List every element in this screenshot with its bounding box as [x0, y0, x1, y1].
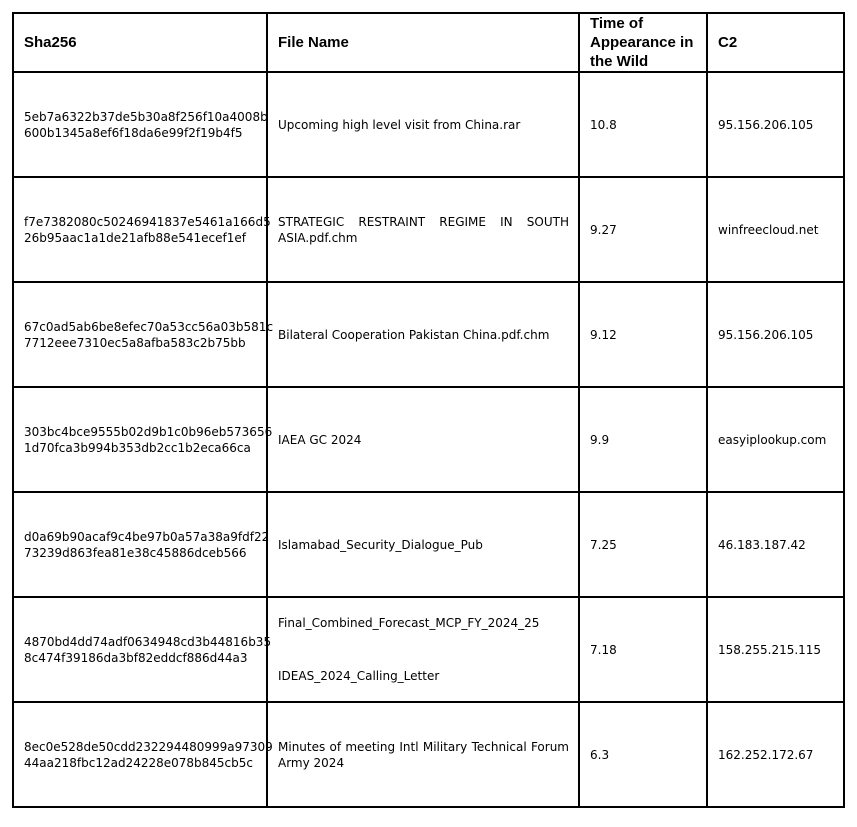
sha256-cell: [13, 282, 274, 387]
table-row: [13, 702, 844, 807]
sha256-line: 5eb7a6322b37de5b30a8f256f10a4008b: [24, 109, 268, 124]
table-row: [13, 492, 844, 597]
table-row: [13, 282, 844, 387]
file-name-line: Final_Combined_Forecast_MCP_FY_2024_25: [278, 616, 540, 630]
file-name-cell: STRATEGIC RESTRAINT REGIME IN SOUTH ASIA.pdf.chm: [267, 177, 579, 282]
table-row: [13, 597, 844, 702]
time-cell: 9.12: [579, 282, 707, 387]
time-cell: 6.3: [579, 702, 707, 807]
sha256-cell: [13, 492, 270, 597]
sha256-line: d0a69b90acaf9c4be97b0a57a38a9fdf22: [24, 529, 270, 544]
sha256-line: 600b1345a8ef6f18da6e99f2f19b4f5: [24, 125, 243, 140]
c2-cell: winfreecloud.net: [707, 177, 844, 282]
sha256-line: 8ec0e528de50cdd232294480999a97309: [24, 739, 273, 754]
sha256-line: 67c0ad5ab6be8efec70a53cc56a03b581c: [24, 319, 274, 334]
sha256-line: 7712eee7310ec5a8afba583c2b75bb: [24, 335, 246, 350]
header-time-of-appearance: Time of Appearance in the Wild: [579, 13, 707, 72]
table-row: [13, 72, 844, 177]
file-name-cell: Islamabad_Security_Dialogue_Pub: [267, 492, 579, 597]
file-name-cell: IAEA GC 2024: [267, 387, 579, 492]
header-file-name: File Name: [267, 13, 579, 72]
c2-cell: 95.156.206.105: [707, 72, 844, 177]
table-row: [13, 177, 844, 282]
header-c2: C2: [707, 13, 844, 72]
sha256-line: 8c474f39186da3bf82eddcf886d44a3: [24, 650, 248, 665]
sha256-cell: [13, 72, 267, 177]
sha256-line: 303bc4bce9555b02d9b1c0b96eb573656: [24, 424, 273, 439]
table-row: [13, 387, 844, 492]
file-name-cell: Minutes of meeting Intl Military Technical Forum Army 2024: [267, 702, 579, 807]
sha256-cell: [13, 177, 271, 282]
ioc-table: [12, 12, 845, 808]
sha256-line: 73239d863fea81e38c45886dceb566: [24, 545, 247, 560]
sha256-cell: [13, 702, 273, 807]
file-name-cell: Bilateral Cooperation Pakistan China.pdf.chm: [267, 282, 579, 387]
sha256-line: 26b95aac1a1de21afb88e541ecef1ef: [24, 230, 246, 245]
sha256-line: f7e7382080c50246941837e5461a166d5: [24, 214, 271, 229]
time-cell: 7.25: [579, 492, 707, 597]
header-sha256: Sha256: [13, 13, 267, 72]
c2-cell: 46.183.187.42: [707, 492, 844, 597]
table-header-row: [13, 13, 844, 72]
time-cell: 9.9: [579, 387, 707, 492]
time-cell: 7.18: [579, 597, 707, 702]
time-cell: 9.27: [579, 177, 707, 282]
c2-cell: easyiplookup.com: [707, 387, 844, 492]
file-name-line: IDEAS_2024_Calling_Letter: [278, 669, 440, 683]
sha256-cell: [13, 387, 273, 492]
sha256-cell: [13, 597, 272, 702]
file-name-cell: [267, 597, 579, 702]
c2-cell: 162.252.172.67: [707, 702, 844, 807]
c2-cell: 158.255.215.115: [707, 597, 844, 702]
time-cell: 10.8: [579, 72, 707, 177]
sha256-line: 1d70fca3b994b353db2cc1b2eca66ca: [24, 440, 251, 455]
sha256-line: 44aa218fbc12ad24228e078b845cb5c: [24, 755, 253, 770]
sha256-line: 4870bd4dd74adf0634948cd3b44816b35: [24, 634, 272, 649]
c2-cell: 95.156.206.105: [707, 282, 844, 387]
file-name-cell: Upcoming high level visit from China.rar: [267, 72, 579, 177]
